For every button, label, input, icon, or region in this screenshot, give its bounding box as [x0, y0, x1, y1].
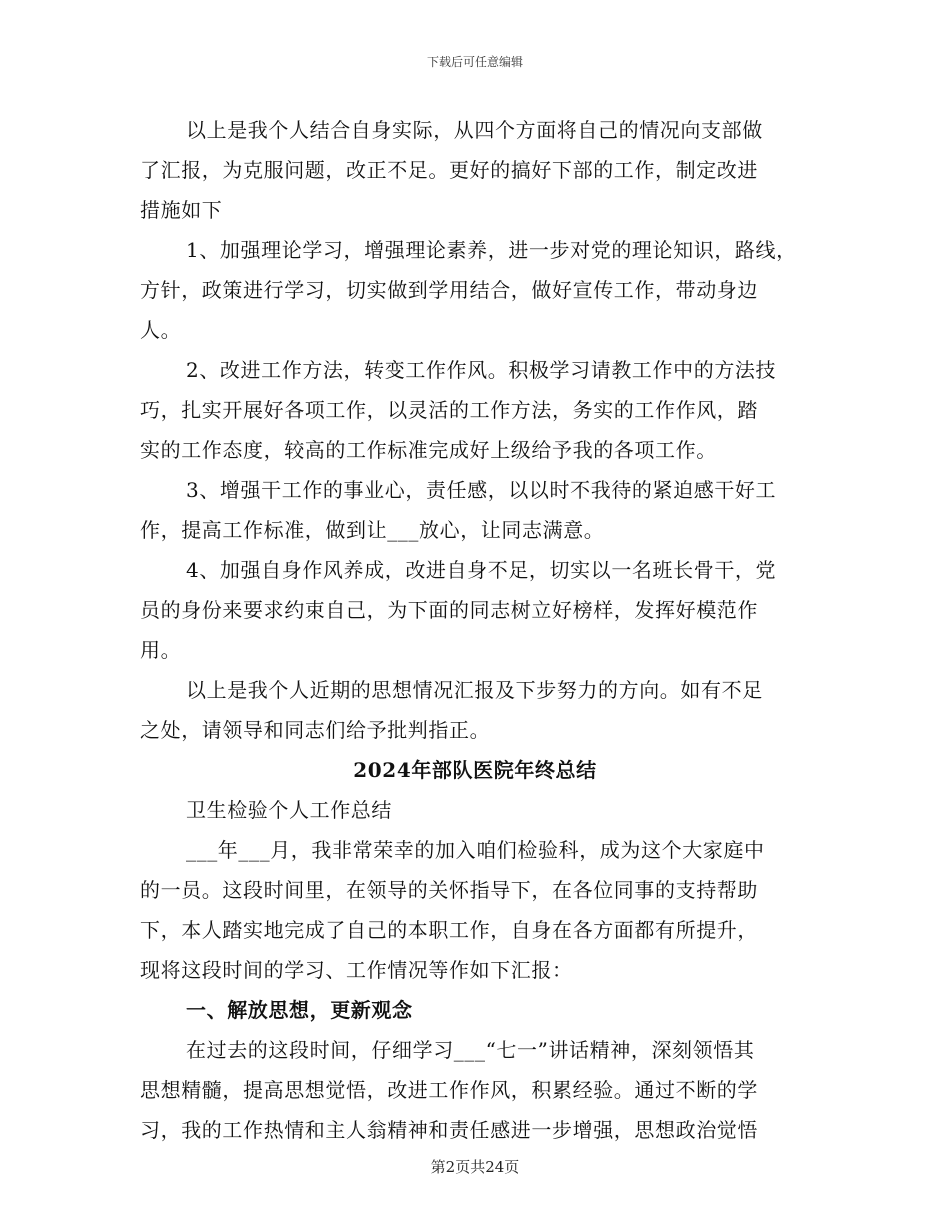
text-line: 用。 — [140, 638, 182, 662]
text-line: 1、加强理论学习，增强理论素养，进一步对党的理论知识，路线， — [186, 238, 797, 262]
text-line: 了汇报，为克服问题，改正不足。更好的搞好下部的工作，制定改进 — [140, 158, 758, 182]
text-line: 4、加强自身作风养成，改进自身不足，切实以一名班长骨干，党 — [186, 558, 777, 582]
text-line: 习，我的工作热情和主人翁精神和责任感进一步增强，思想政治觉悟 — [140, 1118, 758, 1142]
text-line: 员的身份来要求约束自己，为下面的同志树立好榜样，发挥好模范作 — [140, 598, 758, 622]
text-line: 方针，政策进行学习，切实做到学用结合，做好宣传工作，带动身边 — [140, 278, 758, 302]
text-line: 下，本人踏实地完成了自己的本职工作，自身在各方面都有所提升， — [140, 918, 758, 942]
page-header: 下载后可任意编辑 — [426, 55, 523, 69]
text-line: 3、增强干工作的事业心，责任感，以以时不我待的紧迫感干好工 — [186, 478, 777, 502]
text-line: 巧，扎实开展好各项工作，以灵活的工作方法，务实的工作作风，踏 — [140, 398, 758, 422]
text-line: 2、改进工作方法，转变工作作风。积极学习请教工作中的方法技 — [186, 358, 777, 382]
text-line: 作，提高工作标准，做到让___放心，让同志满意。 — [140, 518, 605, 542]
text-line: 在过去的这段时间，仔细学习___“七一”讲话精神，深刻领悟其 — [186, 1038, 755, 1062]
text-line: 卫生检验个人工作总结 — [186, 798, 392, 822]
document-title: 2024年部队医院年终总结 — [353, 758, 597, 782]
page-footer: 第2页共24页 — [430, 1158, 520, 1176]
text-line: 以上是我个人结合自身实际，从四个方面将自己的情况向支部做 — [186, 118, 763, 142]
text-line: 的一员。这段时间里，在领导的关怀指导下，在各位同事的支持帮助 — [140, 878, 758, 902]
section-heading: 一、解放思想，更新观念 — [186, 998, 413, 1022]
text-line: 现将这段时间的学习、工作情况等作如下汇报： — [140, 958, 573, 982]
text-line: 人。 — [140, 318, 182, 342]
document-body — [140, 110, 810, 1150]
text-line: 以上是我个人近期的思想情况汇报及下步努力的方向。如有不足 — [186, 678, 763, 702]
text-line: 实的工作态度，较高的工作标准完成好上级给予我的各项工作。 — [140, 438, 717, 462]
text-line: 措施如下 — [140, 198, 223, 222]
text-line: 之处，请领导和同志们给予批判指正。 — [140, 718, 491, 742]
text-line: 思想精髓，提高思想觉悟，改进工作作风，积累经验。通过不断的学 — [140, 1078, 758, 1102]
text-line: ___年___月，我非常荣幸的加入咱们检验科，成为这个大家庭中 — [186, 838, 765, 862]
